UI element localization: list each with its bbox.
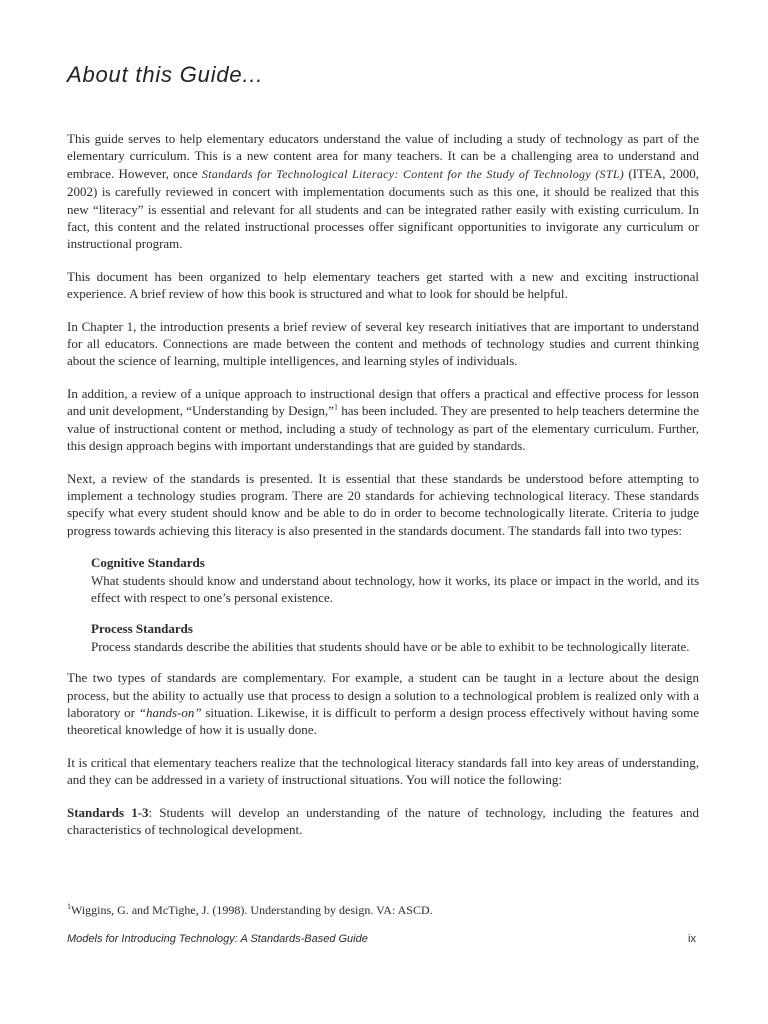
paragraph-chapter1: In Chapter 1, the introduction presents a brief review of several key research initiatives that are important to understand for all educators. Connections are made between the content and methods of technology studies and current thinking about the science of learning, multiple intelligences, and learning styles of individuals. — [67, 318, 699, 369]
paragraph-intro-part2: (ITEA, 2000, 2002) is carefully reviewed in concert with implementation documents such as this one, it should be realized that this new “literacy” is essential and relevant for all students and can be integrated rather easily with existing curriculum. In fact, this content and the related instructional processes offer significant opportunities to invigorate any curriculum or instructional program. — [67, 165, 699, 252]
paragraph-intro-part1: This guide serves to help elementary educators understand the value of including a study of technology as part of the elementary curriculum. This is a new content area for many teachers. It can be a challenging area to understand and embrace. However, once — [67, 131, 699, 181]
paragraph-complementary-part2: situation. Likewise, it is difficult to perform a design process effectively without having some theoretical knowledge of how it is usually done. — [67, 704, 699, 738]
standards-1-3-text: : Students will develop an understanding of the nature of technology, including the features and characteristics of technological development. — [67, 804, 699, 837]
footnote-marker: 1 — [333, 402, 338, 412]
paragraph-complementary — [67, 669, 699, 739]
hands-on-term: “hands-on” — [138, 704, 202, 720]
running-footer-title: Models for Introducing Technology: A Standards-Based Guide — [67, 933, 368, 945]
standards-1-3-label: Standards 1-3 — [67, 804, 149, 820]
footnote-text: Wiggins, G. and McTighe, J. (1998). Understanding by design. VA: ASCD. — [71, 903, 433, 917]
cognitive-standards-text: What students should know and understand about technology, how it works, its place or impact in the world, and its effect with respect to one’s personal existence. — [91, 572, 699, 605]
process-standards-block — [91, 620, 699, 655]
body-text — [67, 130, 699, 853]
page-number: ix — [688, 933, 696, 945]
paragraph-standards-1-3 — [67, 804, 699, 839]
paragraph-critical: It is critical that elementary teachers realize that the technological literacy standards fall into key areas of understanding, and they can be addressed in a variety of instructional situations. You will notice the following: — [67, 754, 699, 788]
stl-title: Standards for Technological Literacy: Content for the Study of Technology (STL) — [201, 166, 625, 181]
paragraph-standards: Next, a review of the standards is presented. It is essential that these standards be understood before attempting to implement a technology studies program. There are 20 standards for achieving technological literacy. These standards specify what every student should know and be able to do in order to become technologically literate. Criteria to judge progress towards achieving this literacy is also presented in the standards document. The standards fall into two types: — [67, 470, 699, 538]
paragraph-complementary-part1: The two types of standards are complementary. For example, a student can be taught in a lecture about the design process, but the ability to actually use that process to design a solution to a technological problem is realized only with a laboratory or — [67, 670, 699, 720]
footnote — [67, 903, 433, 918]
paragraph-organization: This document has been organized to help elementary teachers get started with a new and exciting instructional experience. A brief review of how this book is structured and what to look for should be helpful. — [67, 268, 699, 302]
paragraph-ubd-part2: has been included. They are presented to help teachers determine the value of instructional content or method, including a study of technology as part of the elementary curriculum. Further, this design approach begins with important understandings that are guided by standards. — [67, 403, 699, 454]
paragraph-intro — [67, 130, 699, 253]
paragraph-ubd — [67, 385, 699, 455]
paragraph-ubd-part1: In addition, a review of a unique approach to instructional design that offers a practical and effective process for lesson and unit development, “Understanding by Design,” — [67, 385, 699, 419]
footnote-number: 1 — [67, 902, 71, 911]
cognitive-standards-block — [91, 554, 699, 606]
process-standards-title: Process Standards — [91, 621, 193, 637]
page-heading: About this Guide... — [67, 62, 264, 87]
cognitive-standards-title: Cognitive Standards — [91, 555, 205, 571]
process-standards-text: Process standards describe the abilities that students should have or be able to exhibit to be technologically literate. — [91, 638, 690, 654]
